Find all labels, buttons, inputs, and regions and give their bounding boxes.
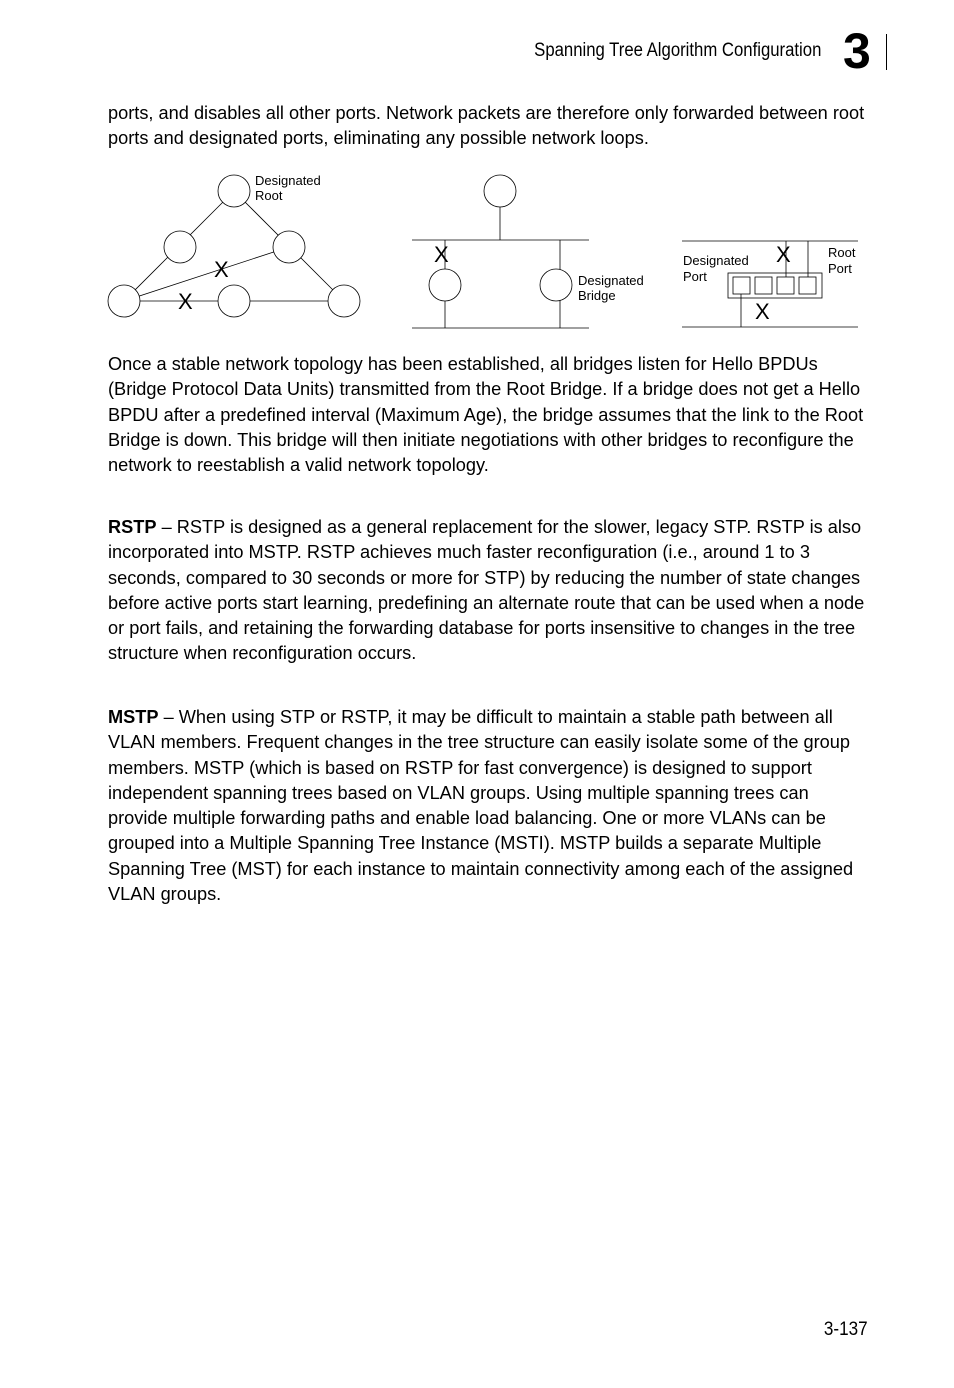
triangle-topology-diagram [108,175,360,317]
bridge-node [429,269,461,301]
rstp-term: RSTP [108,517,157,537]
blocked-port-marker: X [776,242,791,267]
designated-bridge-label-line2: Bridge [578,288,616,303]
page-number: 3-137 [824,1319,868,1340]
chapter-number: 3 [843,23,871,79]
designated-root-bridge [218,175,250,207]
intro-paragraph: ports, and disables all other ports. Network packets are therefore only forwarded between root ports and designated ports, eliminating any possible network loops. [108,103,865,149]
root-port-box [799,277,816,294]
designated-port-label-line1: Designated [683,253,749,268]
stable-topology-paragraph: Once a stable network topology has been established, all bridges listen for Hello BPDUs (Bridge Protocol Data Units) transmitted from the Root Bridge. If a bridge does not get a Hello BPDU after a predefined interval (Maximum Age), the bridge assumes that the link to the Root Bridge is down. This bridge will then initiate negotiations with other bridges to reconfigure the network to reestablish a valid network topology. [108,354,864,476]
mstp-term: MSTP [108,707,159,727]
bridge-node [273,231,305,263]
bridge-node [108,285,140,317]
running-header-title: Spanning Tree Algorithm Configuration [533,40,821,61]
rstp-description: – RSTP is designed as a general replacement for the slower, legacy STP. RSTP is also incorporated into MSTP. RSTP achieves much faster reconfiguration (i.e., around 1 to 3 seconds, compared to 30 seconds or more for STP) by reducing the number of state changes before active ports start learning, predefining an alternate route that can be used when a node or port fails, and retaining the forwarding database for ports insensitive to changes in the tree structure when reconfiguration occurs. [108,517,865,664]
designated-bridge [540,269,572,301]
spanning-tree-figure [100,168,870,334]
mstp-description: – When using STP or RSTP, it may be difficult to maintain a stable path between all VLAN members. Frequent changes in the tree structure can easily isolate some of the group members. MSTP (which is based on RSTP for fast convergence) is designed to support independent spanning trees based on VLAN groups. Using multiple spanning trees can provide multiple forwarding paths and enable load balancing. One or more VLANs can be grouped into a Multiple Spanning Tree Instance (MSTI). MSTP builds a separate Multiple Spanning Tree (MST) for each instance to maintain connectivity among each of the assigned VLAN groups. [108,707,854,905]
bridge-node [218,285,250,317]
rstp-paragraph [108,515,868,667]
port-box [777,277,794,294]
blocked-link-marker: X [214,257,229,282]
designated-port-label-line2: Port [683,269,707,284]
blocked-link-marker: X [434,242,449,267]
blocked-link-marker: X [178,289,193,314]
bridge-node [164,231,196,263]
designated-root-label-line1: Designated [255,173,321,188]
bridge-node [328,285,360,317]
chapter-divider [886,34,887,70]
designated-root-label-line2: Root [255,188,283,203]
root-port-label-line2: Port [828,261,852,276]
port-box [755,277,772,294]
designated-bridge-label-line1: Designated [578,273,644,288]
bridge-node [484,175,516,207]
designated-port-box [733,277,750,294]
blocked-port-marker: X [755,299,770,324]
mstp-paragraph [108,705,868,907]
root-port-label-line1: Root [828,245,856,260]
